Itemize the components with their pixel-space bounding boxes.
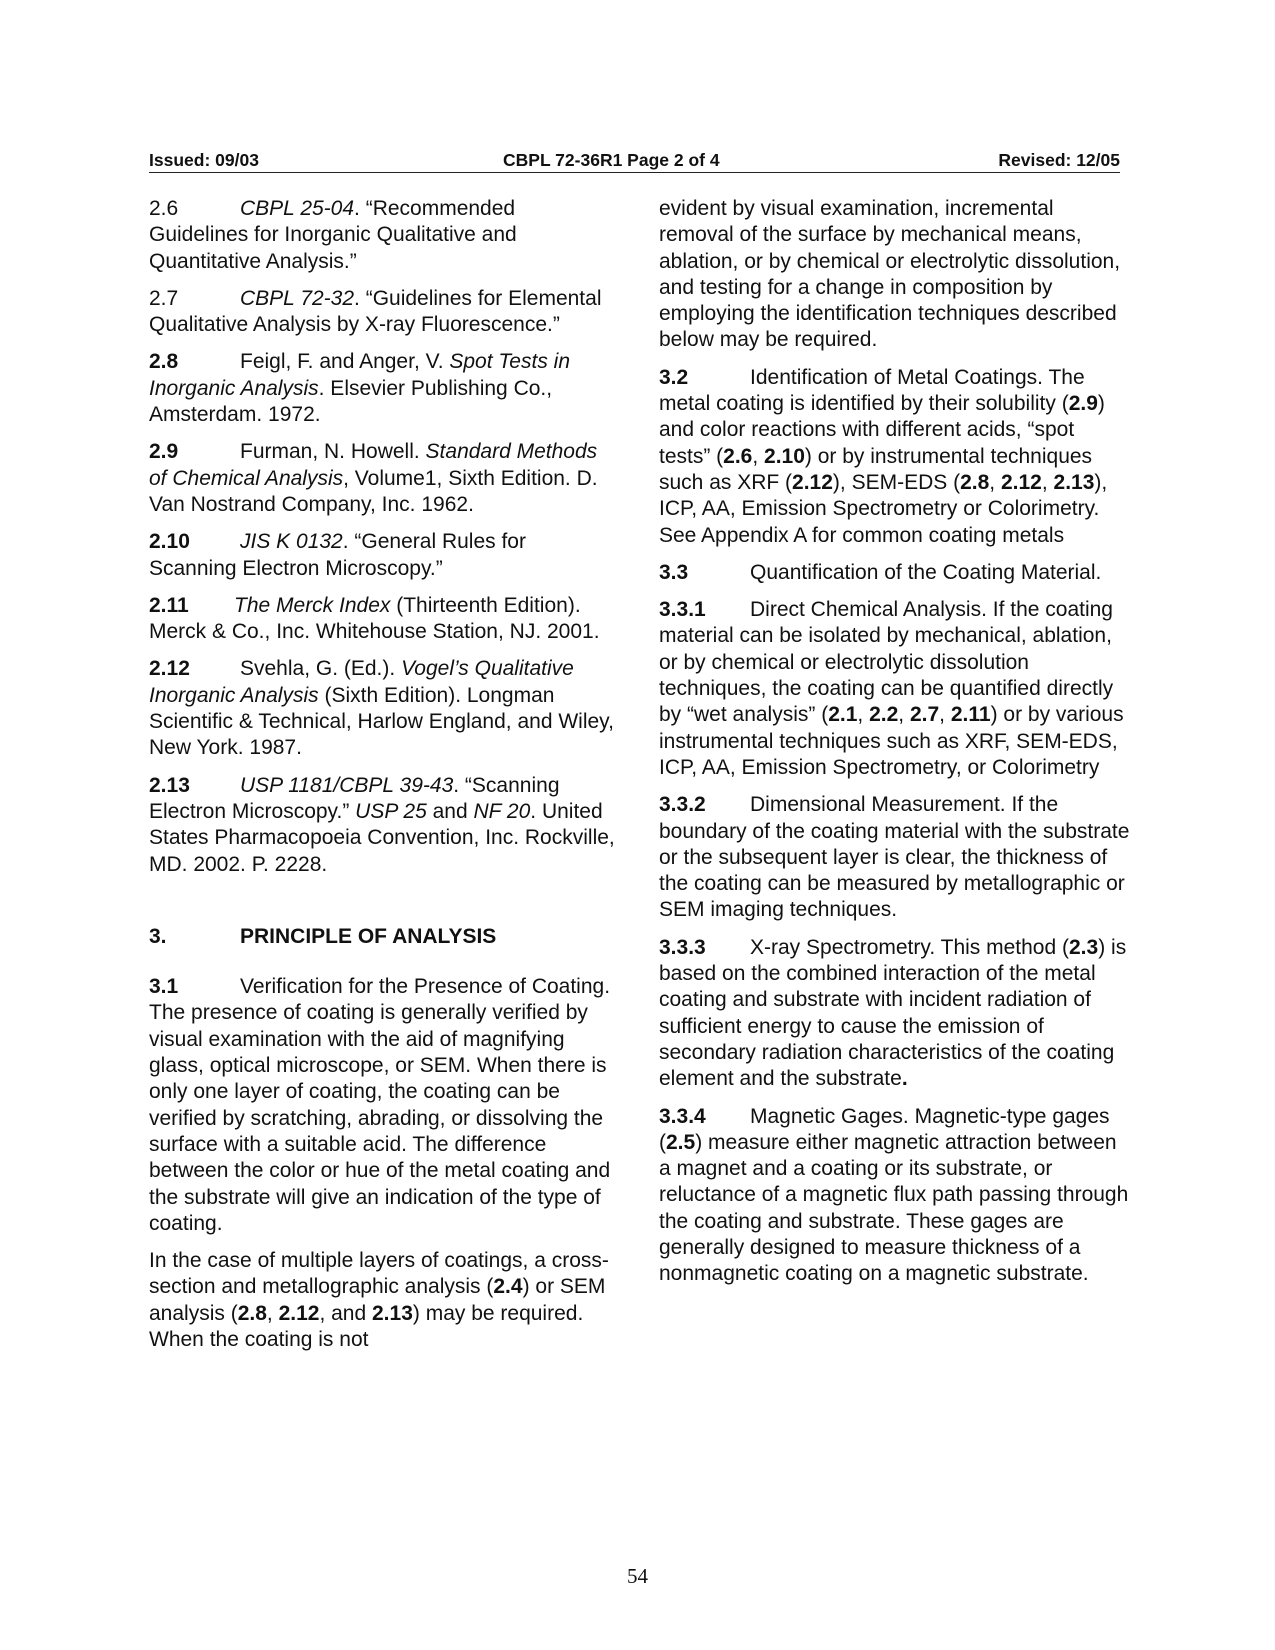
reference-2-11: 2.11 The Merck Index (Thirteenth Edition). Merck & Co., Inc. Whitehouse Station, NJ. 2001. bbox=[149, 593, 600, 644]
reference-2-7: 2.7 CBPL 72-32. “Guidelines for Elemental Qualitative Analysis by X-ray Fluorescence.” bbox=[149, 286, 602, 337]
reference-2-8: 2.8 Feigl, F. and Anger, V. Spot Tests in Inorganic Analysis. Elsevier Publishing Co., Amsterdam. 1972. bbox=[149, 350, 571, 427]
paragraph-3-3-3: 3.3.3 X-ray Spectrometry. This method (2.3) is based on the combined interaction of the metal coating and substrate with incident radiation of sufficient energy to cause the emission of secondary radiation characteristics of the coating element and the substrate. bbox=[659, 935, 1127, 1091]
paragraph-3-3-1: 3.3.1 Direct Chemical Analysis. If the coating material can be isolated by mechanical, ablation, or by chemical or electrolytic dissolution techniques, the coating can be quantified directly by “wet analysis” (2.1, 2.2, 2.7, 2.11) or by various instrumental techniques such as XRF, SEM-EDS, ICP, AA, Emission Spectrometry, or Colorimetry bbox=[659, 598, 1124, 779]
revised-date: Revised: 12/05 bbox=[998, 150, 1120, 170]
left-column bbox=[149, 196, 619, 1364]
paragraph-3-3-2: 3.3.2 Dimensional Measurement. If the boundary of the coating material with the substrate or the subsequent layer is clear, the thickness of the coating can be measured by metallographic or SEM imaging techniques. bbox=[659, 793, 1130, 922]
section-heading-3: 3. PRINCIPLE OF ANALYSIS bbox=[149, 924, 497, 948]
reference-2-12: 2.12 Svehla, G. (Ed.). Vogel’s Qualitative Inorganic Analysis (Sixth Edition). Longman Scientific & Technical, Harlow England, and Wiley, New York. 1987. bbox=[149, 657, 614, 760]
document-id-page: CBPL 72-36R1 Page 2 of 4 bbox=[503, 150, 720, 170]
page-number: 54 bbox=[627, 1564, 648, 1588]
paragraph-continuation: evident by visual examination, incremental removal of the surface by mechanical means, ablation, or by chemical or electrolytic dissolution, and testing for a change in composition by employing the identification techniques described below may be required. bbox=[659, 197, 1121, 352]
page-header bbox=[149, 150, 1120, 173]
paragraph-multiple-layers: In the case of multiple layers of coatings, a cross-section and metallographic analysis (2.4) or SEM analysis (2.8, 2.12, and 2.13) may be required. When the coating is not bbox=[149, 1249, 609, 1351]
right-column bbox=[659, 196, 1130, 1299]
paragraph-3-3: 3.3 Quantification of the Coating Material. bbox=[659, 560, 1102, 584]
reference-2-9: 2.9 Furman, N. Howell. Standard Methods of Chemical Analysis, Volume1, Sixth Edition. D. Van Nostrand Company, Inc. 1962. bbox=[149, 440, 598, 516]
reference-2-6: 2.6 CBPL 25-04. “Recommended Guidelines for Inorganic Qualitative and Quantitative Analysis.” bbox=[149, 197, 517, 273]
issued-date: Issued: 09/03 bbox=[149, 150, 259, 170]
reference-2-13: 2.13 USP 1181/CBPL 39-43. “Scanning Electron Microscopy.” USP 25 and NF 20. United States Pharmacopoeia Convention, Inc. Rockville, MD. 2002. P. 2228. bbox=[149, 773, 615, 876]
paragraph-3-3-4: 3.3.4 Magnetic Gages. Magnetic-type gages (2.5) measure either magnetic attraction between a magnet and a coating or its substrate, or reluctance of a magnetic flux path passing through the coating and substrate. These gages are generally designed to measure thickness of a nonmagnetic coating on a magnetic substrate. bbox=[659, 1104, 1129, 1286]
paragraph-3-2: 3.2 Identification of Metal Coatings. The metal coating is identified by their solubility (2.9) and color reactions with different acids, “spot tests” (2.6, 2.10) or by instrumental techniques such as XRF (2.12), SEM-EDS (2.8, 2.12, 2.13), ICP, AA, Emission Spectrometry or Colorimetry. See Appendix A for common coating metals bbox=[659, 365, 1108, 547]
reference-2-10: 2.10 JIS K 0132. “General Rules for Scanning Electron Microscopy.” bbox=[149, 530, 526, 580]
paragraph-3-1: 3.1 Verification for the Presence of Coating. The presence of coating is generally verified by visual examination with the aid of magnifying glass, optical microscope, or SEM. When there is only one layer of coating, the coating can be verified by scratching, abrading, or dissolving the surface with a suitable acid. The difference between the color or hue of the metal coating and the substrate will give an indication of the type of coating. bbox=[149, 975, 611, 1235]
